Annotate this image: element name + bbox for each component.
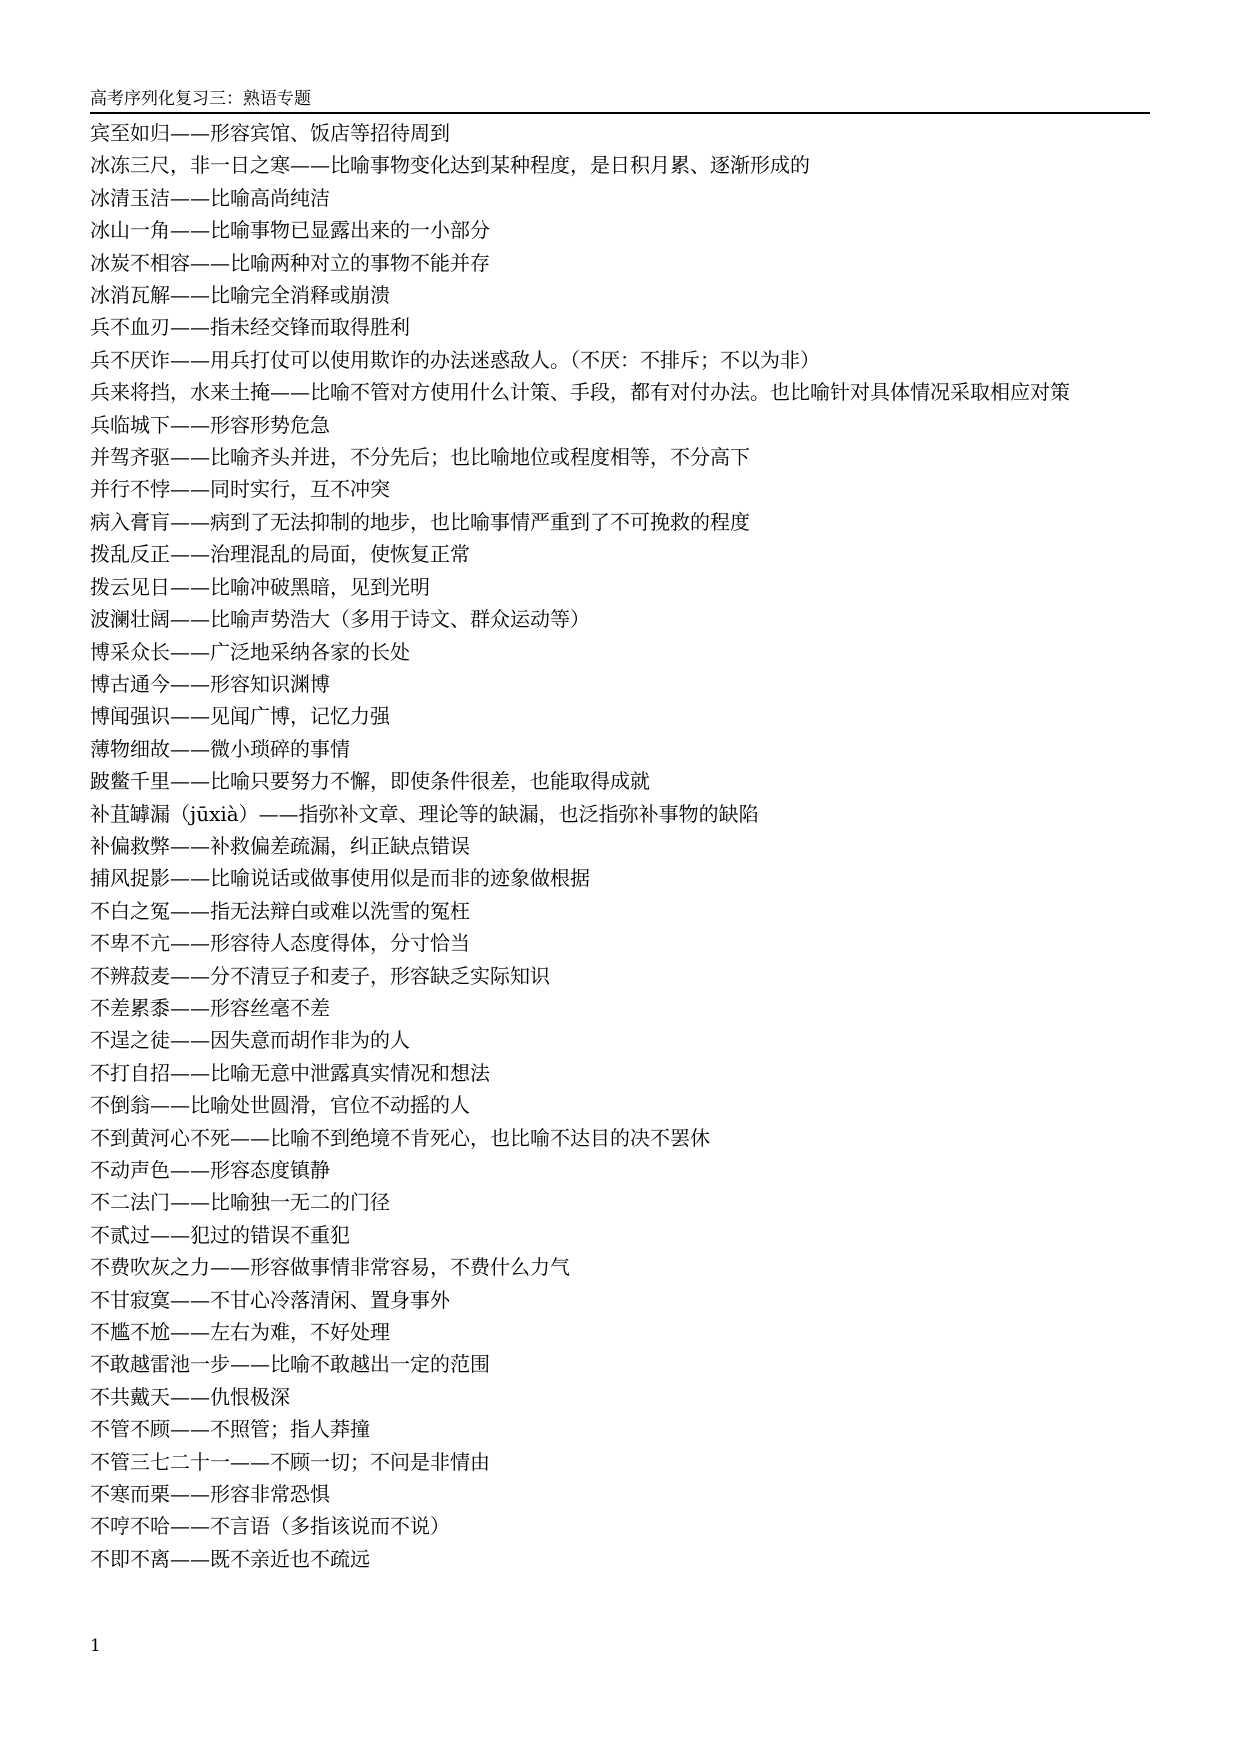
idiom-entry: 不辨菽麦——分不清豆子和麦子，形容缺乏实际知识 [90,963,550,988]
idiom-entry: 宾至如归——形容宾馆、饭店等招待周到 [90,121,450,145]
idiom-entry: 不共戴天——仇恨极深 [90,1384,290,1409]
idiom-entry: 补偏救弊——补救偏差疏漏，纠正缺点错误 [90,833,470,858]
idiom-entry: 波澜壮阔——比喻声势浩大（多用于诗文、群众运动等） [90,607,590,632]
idiom-entry: 不动声色——形容态度镇静 [90,1158,330,1182]
idiom-entry: 冰消瓦解——比喻完全消释或崩溃 [90,283,390,308]
idiom-entry: 不尴不尬——左右为难，不好处理 [90,1320,390,1345]
idiom-entry: 兵临城下——形容形势危急 [90,412,330,437]
idiom-entry: 并行不悖——同时实行，互不冲突 [90,477,390,502]
idiom-entry: 博古通今——形容知识渊博 [90,671,330,696]
idiom-entry: 博闻强识——见闻广博，记忆力强 [90,704,390,729]
idiom-entry: 不费吹灰之力——形容做事情非常容易，不费什么力气 [90,1255,570,1280]
idiom-entry: 不哼不哈——不言语（多指该说而不说） [90,1514,450,1539]
idiom-entry: 不贰过——犯过的错误不重犯 [90,1222,350,1247]
idiom-entry: 不到黄河心不死——比喻不到绝境不肯死心，也比喻不达目的决不罢休 [90,1125,710,1150]
idiom-entry: 冰冻三尺，非一日之寒——比喻事物变化达到某种程度，是日积月累、逐渐形成的 [90,153,810,178]
idiom-entry: 拨云见日——比喻冲破黑暗，见到光明 [90,574,430,599]
idiom-entry: 冰炭不相容——比喻两种对立的事物不能并存 [90,250,490,275]
idiom-entry: 不管三七二十一——不顾一切；不问是非情由 [90,1449,490,1474]
idiom-entry: 补苴罅漏（jūxià）——指弥补文章、理论等的缺漏，也泛指弥补事物的缺陷 [90,801,759,826]
idiom-entry: 拨乱反正——治理混乱的局面，使恢复正常 [90,542,470,567]
idiom-entry: 跛鳖千里——比喻只要努力不懈，即使条件很差，也能取得成就 [90,769,650,794]
idiom-entry: 薄物细故——微小琐碎的事情 [90,736,350,761]
idiom-entry: 不逞之徒——因失意而胡作非为的人 [90,1028,410,1053]
idiom-entry: 不甘寂寞——不甘心冷落清闲、置身事外 [90,1287,450,1312]
idiom-entry: 兵来将挡，水来土掩——比喻不管对方使用什么计策、手段，都有对付办法。也比喻针对具体情况采取相应对策 [90,380,1070,405]
idiom-entry: 不打自招——比喻无意中泄露真实情况和想法 [90,1060,490,1085]
idiom-entry: 博采众长——广泛地采纳各家的长处 [90,639,410,664]
idiom-entry: 不倒翁——比喻处世圆滑，官位不动摇的人 [90,1093,470,1118]
idiom-entry: 并驾齐驱——比喻齐头并进，不分先后；也比喻地位或程度相等，不分高下 [90,445,750,470]
idiom-entry: 兵不厌诈——用兵打仗可以使用欺诈的办法迷惑敌人。（不厌：不排斥；不以为非） [90,347,820,372]
page-header: 高考序列化复习三：熟语专题 [90,88,1150,114]
idiom-entry: 捕风捉影——比喻说话或做事使用似是而非的迹象做根据 [90,866,590,891]
idiom-entry: 不二法门——比喻独一无二的门径 [90,1190,390,1215]
idiom-entry: 兵不血刃——指未经交锋而取得胜利 [90,315,410,340]
idiom-entry: 不寒而栗——形容非常恐惧 [90,1482,330,1507]
idiom-entry: 冰山一角——比喻事物已显露出来的一小部分 [90,218,490,243]
idiom-entry: 病入膏肓——病到了无法抑制的地步，也比喻事情严重到了不可挽救的程度 [90,509,750,534]
idiom-entry: 不即不离——既不亲近也不疏远 [90,1546,370,1571]
idiom-entry: 不敢越雷池一步——比喻不敢越出一定的范围 [90,1352,490,1377]
idiom-list [90,117,1150,1575]
idiom-entry: 冰清玉洁——比喻高尚纯洁 [90,185,330,210]
idiom-entry: 不差累黍——形容丝毫不差 [90,995,330,1020]
idiom-entry: 不白之冤——指无法辩白或难以洗雪的冤枉 [90,898,470,923]
idiom-entry: 不卑不亢——形容待人态度得体，分寸恰当 [90,931,470,956]
idiom-entry: 不管不顾——不照管；指人莽撞 [90,1417,370,1442]
page-number: 1 [90,1636,101,1656]
